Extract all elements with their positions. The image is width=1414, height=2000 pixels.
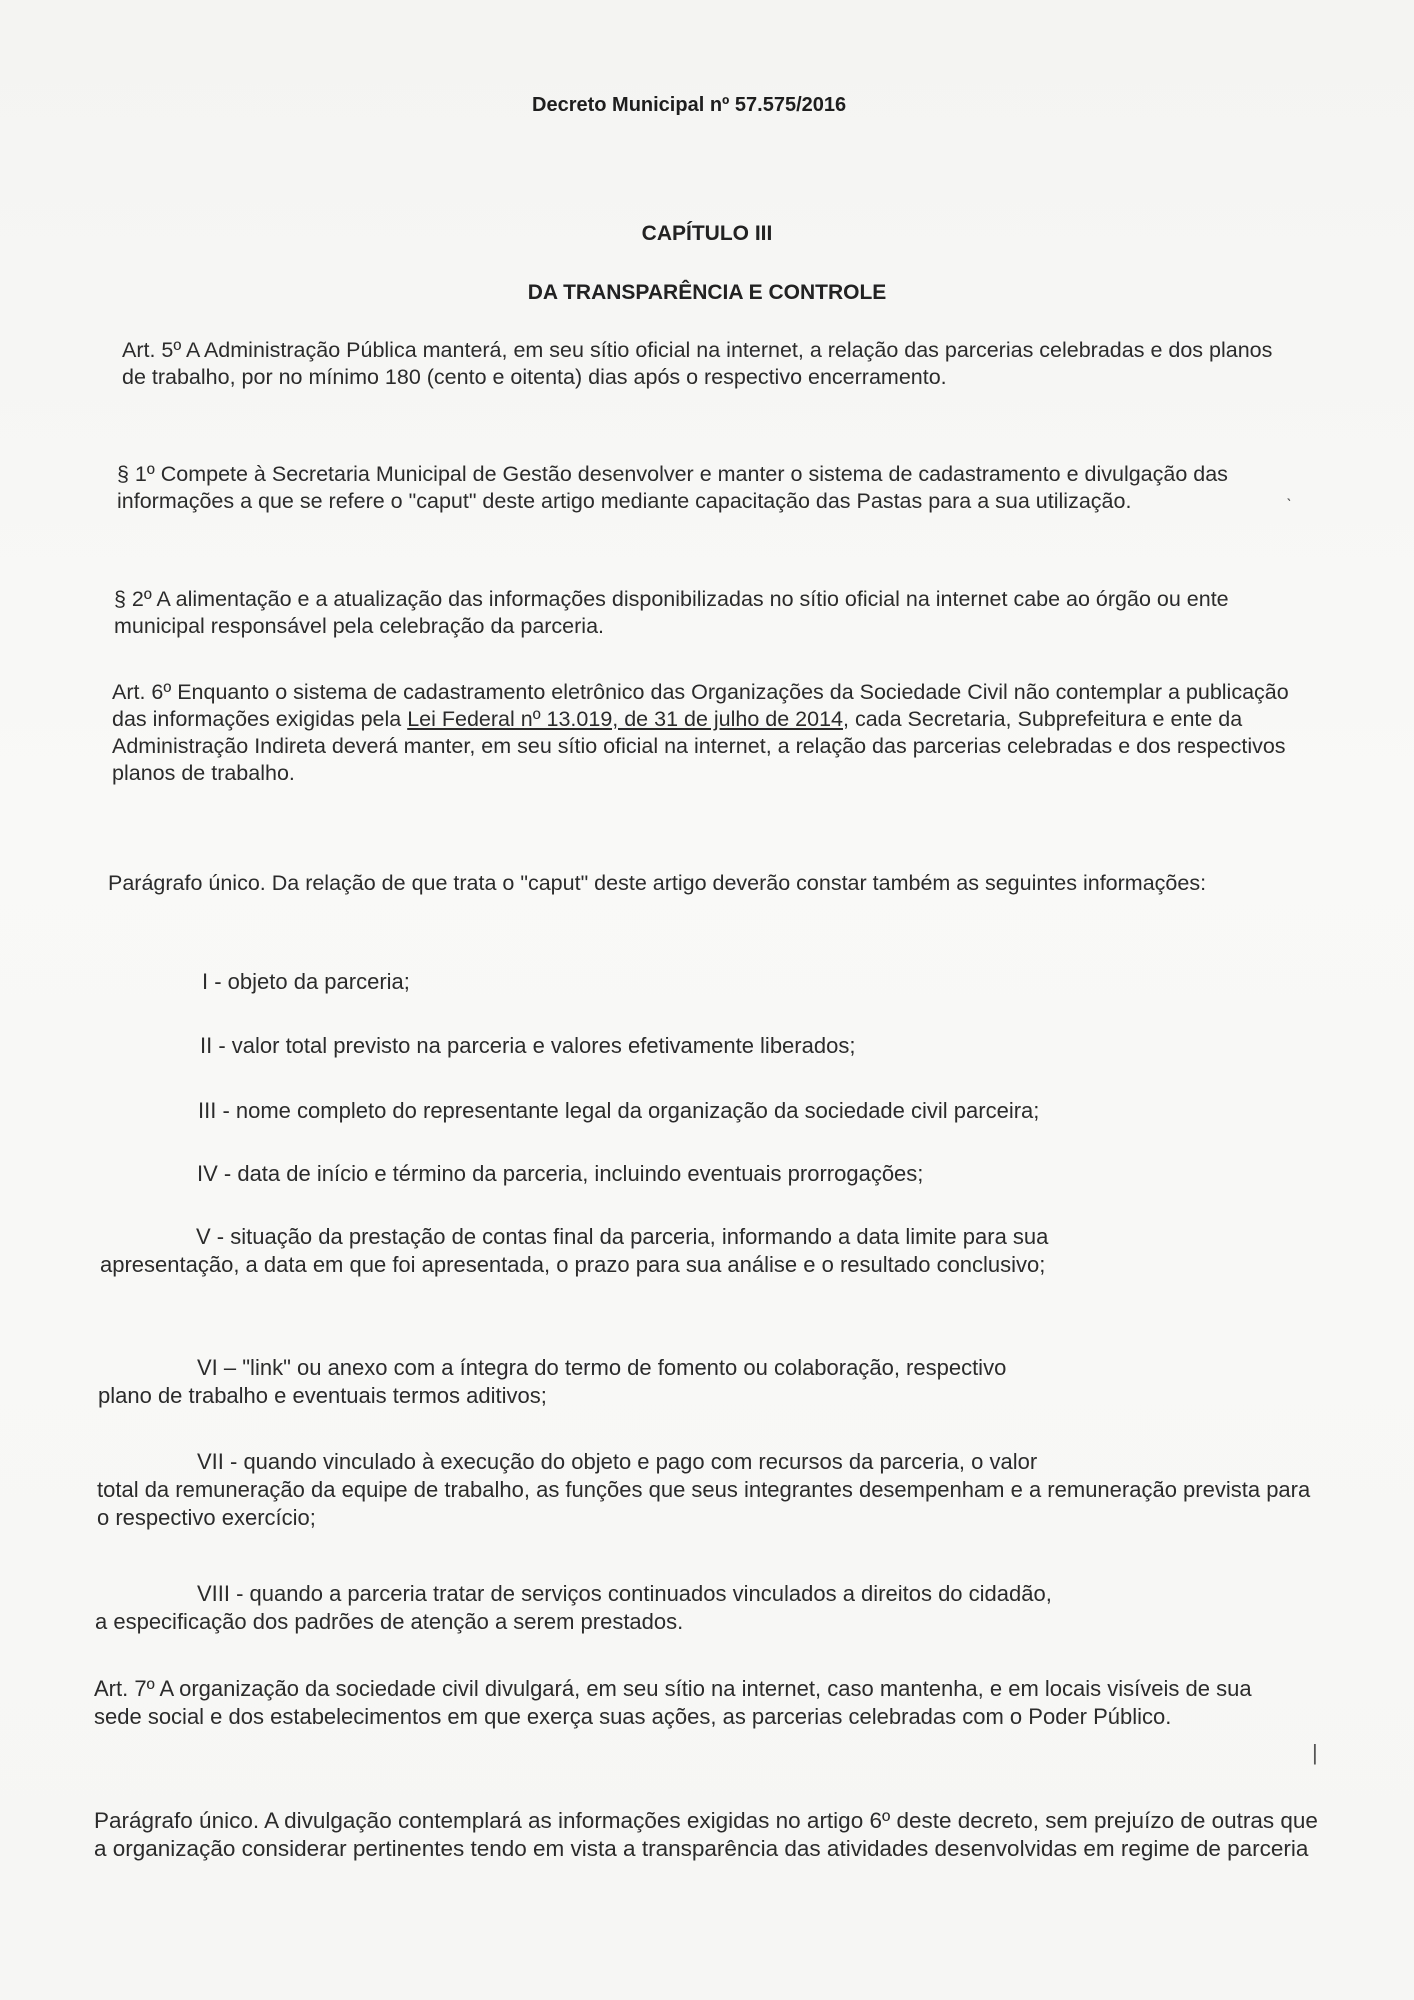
stray-mark: ˋ bbox=[1286, 496, 1292, 516]
list-item-7-continuation: total da remuneração da equipe de trabalho, as funções que seus integrantes desempenham e a remuneração prevista para o respectivo exercício; bbox=[97, 1477, 1311, 1530]
list-item-5-continuation: apresentação, a data em que foi apresentada, o prazo para sua análise e o resultado conclusivo; bbox=[100, 1252, 1046, 1277]
art7-sole-paragraph: Parágrafo único. A divulgação contemplará as informações exigidas no artigo 6º deste decreto, sem prejuízo de outras que a organização considerar pertinentes tendo em vista a transparência das atividades desenvolvidas em regime de parceria bbox=[94, 1808, 1318, 1861]
list-item-1: I - objeto da parceria; bbox=[202, 969, 410, 994]
chapter-title: DA TRANSPARÊNCIA E CONTROLE bbox=[527, 281, 887, 304]
art7-intro: Art. 7º A organização da sociedade civil divulgará, em seu sítio na internet, caso mantenha, e em locais visíveis de sua sede social e dos estabelecimentos em que exerça suas ações, as parcerias celebradas com o Poder Público. bbox=[94, 1676, 1252, 1729]
art5-paragraph-1: § 1º Compete à Secretaria Municipal de Gestão desenvolver e manter o sistema de cadastramento e divulgação das informações a que se refere o "caput" deste artigo mediante capacitação das Pastas para a sua utilização. bbox=[117, 462, 1228, 513]
chapter-number: CAPÍTULO III bbox=[641, 222, 773, 245]
list-item-8-continuation: a especificação dos padrões de atenção a serem prestados. bbox=[95, 1609, 684, 1634]
list-item-3: III - nome completo do representante legal da organização da sociedade civil parceira; bbox=[198, 1098, 1040, 1123]
document-title: Decreto Municipal nº 57.575/2016 bbox=[532, 94, 847, 116]
list-item-2: II - valor total previsto na parceria e valores efetivamente liberados; bbox=[200, 1033, 856, 1058]
list-item-4: IV - data de início e término da parceria, incluindo eventuais prorrogações; bbox=[197, 1161, 924, 1186]
art6-sole-paragraph: Parágrafo único. Da relação de que trata o "caput" deste artigo deverão constar também as seguintes informações: bbox=[108, 871, 1207, 895]
art6-intro bbox=[112, 679, 1292, 787]
art6-text-start: Art. 6º Enquanto o sistema de cadastramento eletrônico das Organizações da Sociedade Civil não contemplar a publicação das informações exigidas pela bbox=[112, 680, 1289, 731]
stray-mark: | bbox=[1312, 1740, 1318, 1765]
list-item-8-first-line: VIII - quando a parceria tratar de serviços continuados vinculados a direitos do cidadão, bbox=[197, 1581, 1052, 1606]
art5-paragraph-2: § 2º A alimentação e a atualização das informações disponibilizadas no sítio oficial na internet cabe ao órgão ou ente municipal responsável pela celebração da parceria. bbox=[114, 587, 1229, 638]
art5-intro: Art. 5º A Administração Pública manterá, em seu sítio oficial na internet, a relação das parcerias celebradas e dos planos de trabalho, por no mínimo 180 (cento e oitenta) dias após o respectivo encerramento. bbox=[122, 338, 1273, 389]
list-item-7-first-line: VII - quando vinculado à execução do objeto e pago com recursos da parceria, o valor bbox=[197, 1449, 1038, 1474]
list-item-5-first-line: V - situação da prestação de contas final da parceria, informando a data limite para sua bbox=[196, 1224, 1049, 1249]
list-item-6-continuation: plano de trabalho e eventuais termos aditivos; bbox=[98, 1383, 547, 1408]
art6-text-end: , cada Secretaria, Subprefeitura e ente da Administração Indireta deverá manter, em seu sítio oficial na internet, a relação das parcerias celebradas e dos respectivos planos de trabalho. bbox=[112, 707, 1286, 785]
federal-law-link[interactable]: Lei Federal nº 13.019, de 31 de julho de 2014 bbox=[407, 707, 844, 731]
list-item-6-first-line: VI – "link" ou anexo com a íntegra do termo de fomento ou colaboração, respectivo bbox=[197, 1355, 1007, 1380]
